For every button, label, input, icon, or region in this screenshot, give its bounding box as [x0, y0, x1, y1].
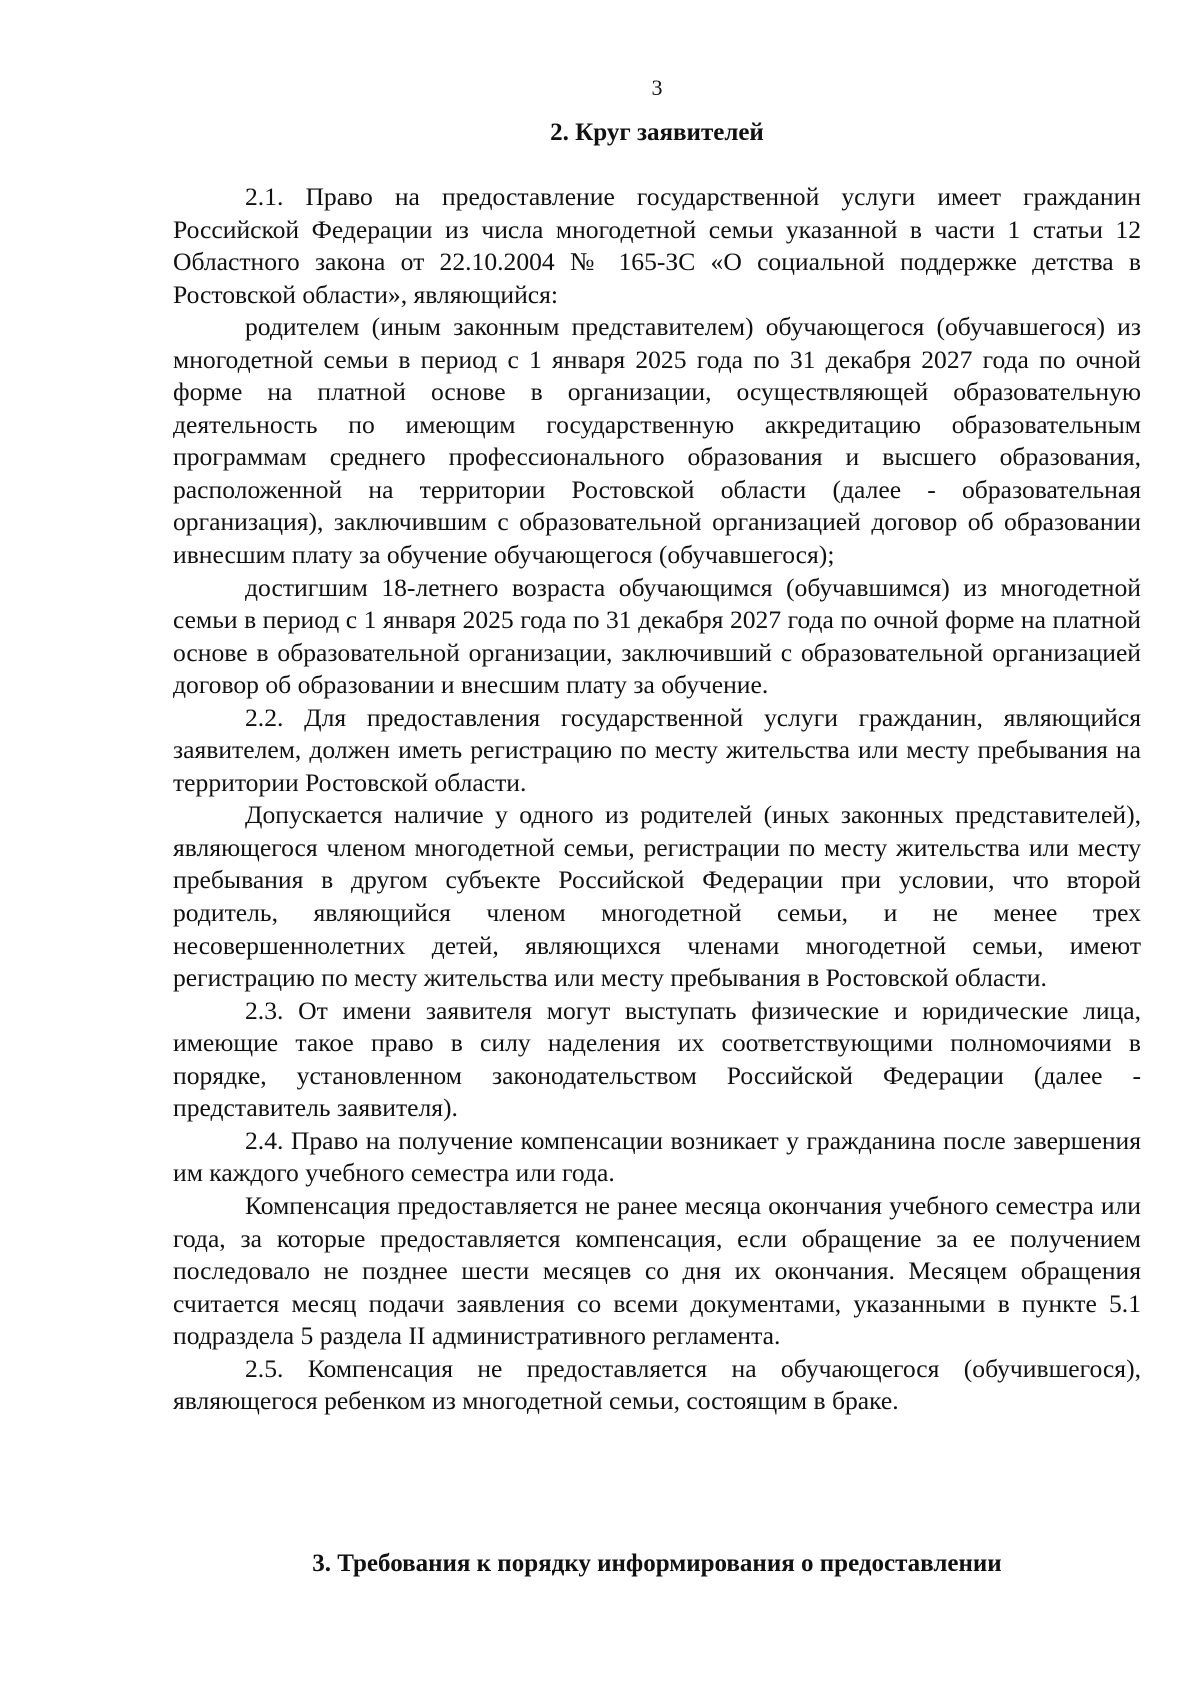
paragraph-2-4-compensation: Компенсация предоставляется не ранее месяца окончания учебного семестра или года, за которые предоставляется компенсация, если обращение за ее получением последовало не позднее шести месяцев со дня их окончания. Месяцем обращения считается месяц подачи заявления со всеми документами, указанными в пункте 5.1 подраздела 5 раздела II административного регламента. — [173, 1190, 1141, 1351]
paragraph-2-3: 2.3. От имени заявителя могут выступать физические и юридические лица, имеющие такое право в силу наделения их соответствующими полномочиями в порядке, установленном законодательством Российской Федерации (далее - представитель заявителя). — [173, 995, 1141, 1123]
paragraph-2-1-student: достигшим 18-летнего возраста обучающимся (обучавшимся) из многодетной семьи в период с 1 января 2025 года по 31 декабря 2027 года по очной форме на платной основе в образовательной организации, заключивший с образовательной организацией договор об образовании и внесшим плату за обучение. — [173, 572, 1141, 700]
section-3-title: 3. Требования к порядку информирования о предоставлении — [312, 1550, 1002, 1577]
paragraph-2-2: 2.2. Для предоставления государственной услуги гражданин, являющийся заявителем, должен иметь регистрацию по месту жительства или месту пребывания на территории Ростовской области. — [173, 702, 1141, 797]
paragraph-2-1: 2.1. Право на предоставление государственной услуги имеет гражданин Российской Федерации из числа многодетной семьи указанной в части 1 статьи 12 Областного закона от 22.10.2004 № 165-ЗС «О социальной поддержке детства в Ростовской области», являющийся: — [173, 182, 1141, 309]
page-number: 3 — [651, 75, 663, 100]
paragraph-2-2-allowance: Допускается наличие у одного из родителей (иных законных представителей), являющегося членом многодетной семьи, регистрации по месту жительства или месту пребывания в другом субъекте Российской Федерации при условии, что второй родитель, являющийся членом многодетной семьи, и не менее трех несовершеннолетних детей, являющихся членами многодетной семьи, имеют регистрацию по месту жительства или месту пребывания в Ростовской области. — [173, 800, 1141, 993]
paragraph-2-4: 2.4. Право на получение компенсации возникает у гражданина после завершения им каждого учебного семестра или года. — [173, 1125, 1141, 1188]
paragraph-2-1-parent: родителем (иным законным представителем) обучающегося (обучавшегося) из многодетной семьи в период с 1 января 2025 года по 31 декабря 2027 года по очной форме на платной основе в организации, осуществляющей образовательную деятельность по имеющим государственную аккредитацию образовательным программам среднего профессионального образования и высшего образования, расположенной на территории Ростовской области (далее - образовательная организация), заключившим с образовательной организацией договор об образовании ивнесшим плату за обучение обучающегося (обучавшегося); — [173, 312, 1141, 570]
paragraph-2-5: 2.5. Компенсация не предоставляется на обучающегося (обучившегося), являющегося ребенком из многодетной семьи, состоящим в браке. — [173, 1353, 1141, 1416]
section-2-body — [173, 181, 1141, 1418]
section-2-title: 2. Круг заявителей — [550, 119, 764, 146]
